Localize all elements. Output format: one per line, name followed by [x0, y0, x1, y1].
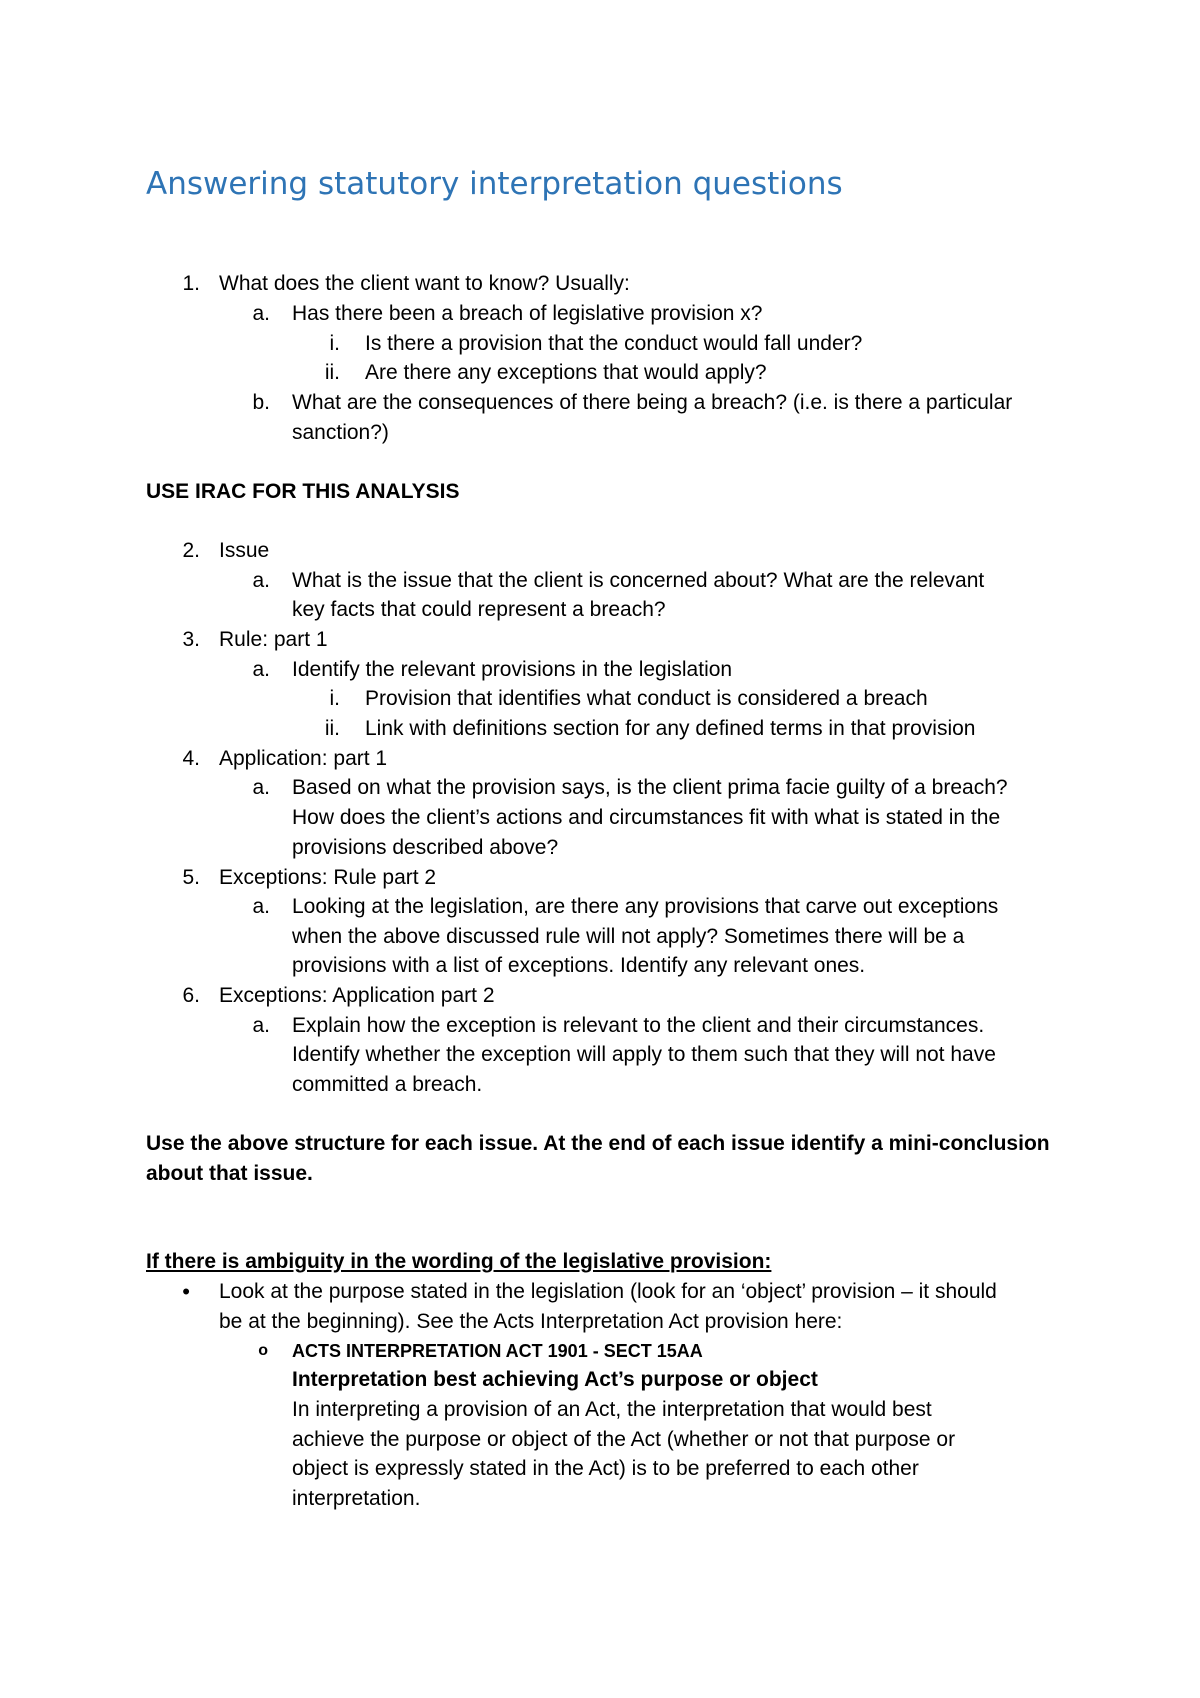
list-item-text: What does the client want to know? Usually:: [219, 272, 630, 295]
act-reference: ACTS INTERPRETATION ACT 1901 - SECT 15AA: [292, 1341, 703, 1361]
sub-item-text-continued: provisions described above?: [292, 836, 559, 859]
list-marker: ii.: [324, 717, 340, 740]
ambiguity-heading: If there is ambiguity in the wording of the legislative provision:: [146, 1250, 772, 1273]
irac-heading: USE IRAC FOR THIS ANALYSIS: [146, 480, 460, 503]
list-item-text: Issue: [219, 539, 270, 562]
bullet-icon: •: [182, 1279, 190, 1304]
list-marker: a.: [252, 895, 270, 918]
conclusion-text-continued: about that issue.: [146, 1162, 313, 1185]
sub-item-text-continued: when the above discussed rule will not apply? Sometimes there will be a: [292, 925, 965, 948]
list-marker: i.: [329, 332, 340, 355]
list-marker: a.: [252, 658, 270, 681]
sub-item-text-continued: sanction?): [292, 421, 389, 444]
list-marker: b.: [252, 391, 270, 414]
sub-item-text: What is the issue that the client is concerned about? What are the relevant: [292, 569, 985, 592]
list-number: 1.: [182, 272, 200, 295]
list-marker: ii.: [324, 361, 340, 384]
sub-item-text: Explain how the exception is relevant to the client and their circumstances.: [292, 1014, 985, 1037]
list-item-text: Exceptions: Rule part 2: [219, 866, 437, 889]
list-marker: a.: [252, 302, 270, 325]
list-marker: a.: [252, 776, 270, 799]
bullet-item-text-continued: be at the beginning). See the Acts Interpretation Act provision here:: [219, 1310, 843, 1333]
sub-sub-item-text: Are there any exceptions that would apply?: [365, 361, 767, 384]
sub-item-text-continued: provisions with a list of exceptions. Identify any relevant ones.: [292, 954, 866, 977]
page-title: Answering statutory interpretation questions: [146, 166, 843, 202]
sub-item-text: Looking at the legislation, are there any provisions that carve out exceptions: [292, 895, 999, 918]
sub-item-text: Based on what the provision says, is the client prima facie guilty of a breach?: [292, 776, 1008, 799]
sub-item-text-continued: committed a breach.: [292, 1073, 483, 1096]
list-item-text: Rule: part 1: [219, 628, 328, 651]
sub-item-text: Has there been a breach of legislative provision x?: [292, 302, 763, 325]
list-number: 5.: [182, 866, 200, 889]
circle-bullet-icon: o: [258, 1342, 268, 1359]
list-marker: a.: [252, 569, 270, 592]
list-marker: a.: [252, 1014, 270, 1037]
list-number: 3.: [182, 628, 200, 651]
act-text: interpretation.: [292, 1487, 421, 1510]
sub-sub-item-text: Link with definitions section for any defined terms in that provision: [365, 717, 976, 740]
act-text: In interpreting a provision of an Act, the interpretation that would best: [292, 1398, 932, 1421]
sub-item-text: Identify the relevant provisions in the legislation: [292, 658, 733, 681]
act-section-heading: Interpretation best achieving Act’s purpose or object: [292, 1368, 818, 1391]
sub-item-text: What are the consequences of there being a breach? (i.e. is there a particular: [292, 391, 1013, 414]
act-text: achieve the purpose or object of the Act (whether or not that purpose or: [292, 1428, 956, 1451]
sub-sub-item-text: Is there a provision that the conduct would fall under?: [365, 332, 863, 355]
list-item-text: Application: part 1: [219, 747, 388, 770]
list-marker: i.: [329, 687, 340, 710]
sub-item-text-continued: Identify whether the exception will apply to them such that they will not have: [292, 1043, 996, 1066]
conclusion-text: Use the above structure for each issue. At the end of each issue identify a mini-conclusion: [146, 1132, 1050, 1155]
sub-sub-item-text: Provision that identifies what conduct is considered a breach: [365, 687, 928, 710]
act-text: object is expressly stated in the Act) is to be preferred to each other: [292, 1457, 919, 1480]
sub-item-text-continued: key facts that could represent a breach?: [292, 598, 666, 621]
list-number: 2.: [182, 539, 200, 562]
sub-item-text-continued: How does the client’s actions and circumstances fit with what is stated in the: [292, 806, 1001, 829]
list-number: 4.: [182, 747, 200, 770]
bullet-item-text: Look at the purpose stated in the legislation (look for an ‘object’ provision – it should: [219, 1280, 997, 1303]
list-item-text: Exceptions: Application part 2: [219, 984, 495, 1007]
list-number: 6.: [182, 984, 200, 1007]
